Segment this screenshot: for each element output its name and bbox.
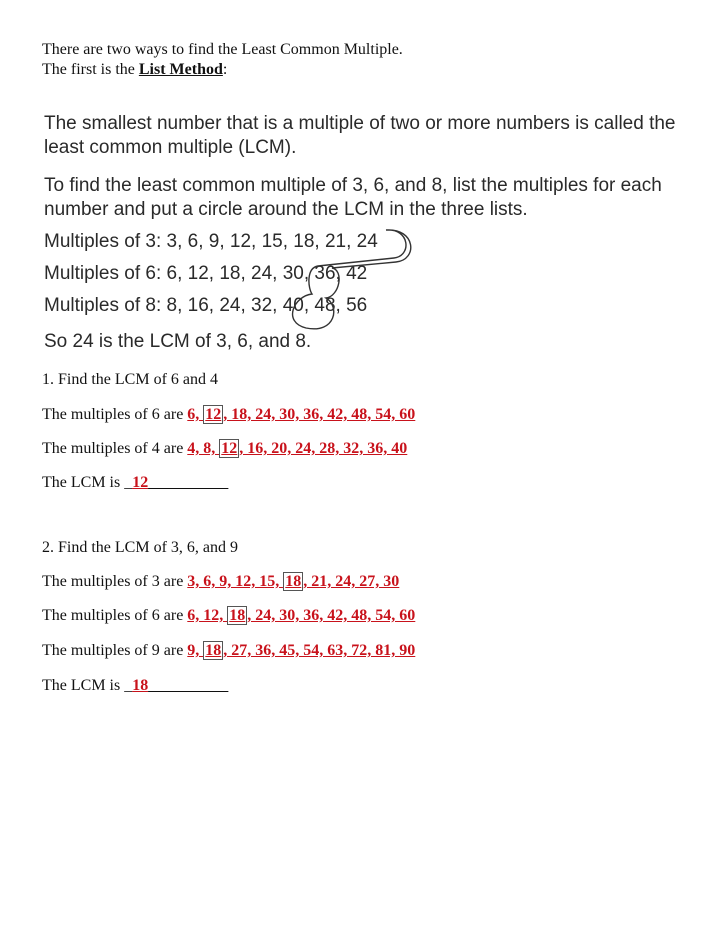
lcm-box: 18 [205,642,222,659]
answer-value: 12 [132,474,149,491]
problem-2-answer: The LCM is _18__________ [42,677,229,694]
lcm-value: 24 [219,295,241,316]
problem-1-multiples-of-4: The multiples of 4 are 4, 8, 12 , 16, 20, 24, 28, 32, 36, 40 [42,440,408,457]
answer-value: 18 [132,677,149,694]
lcm-circle-loop [44,108,694,368]
lcm-box: 18 [285,573,302,590]
lcm-value: 24 [251,263,273,284]
lcm-box: 12 [205,406,222,423]
lcm-instruction: To find the least common multiple of 3, 6, and 8, list the multiples for each number and put a circle around the LCM in the three lists. [44,175,662,220]
problem-2-multiples-of-3: The multiples of 3 are 3, 6, 9, 12, 15, 18 , 21, 24, 27, 30 [42,573,400,590]
problem-1-answer: The LCM is _12__________ [42,474,229,491]
intro-line-1: There are two ways to find the Least Common Multiple. [42,41,403,58]
lcm-definition: The smallest number that is a multiple of two or more numbers is called the least common multiple (LCM). [44,113,676,158]
problem-2-multiples-of-6: The multiples of 6 are 6, 12, 18 , 24, 30, 36, 42, 48, 54, 60 [42,607,416,624]
problem-1-multiples-of-6: The multiples of 6 are 6, 12 , 18, 24, 30, 36, 42, 48, 54, 60 [42,406,416,423]
lcm-conclusion: So 24 is the LCM of 3, 6, and 8. [44,331,312,352]
problem-1-question: 1. Find the LCM of 6 and 4 [42,371,218,388]
multiples-of-6-row: Multiples of 6: 6, 12, 18, 24, 30, 36, 42 [44,263,368,284]
lcm-box: 18 [229,607,246,624]
intro [42,40,403,80]
multiples-of-8-row: Multiples of 8: 8, 16, 24, 32, 40, 48, 56 [44,295,368,316]
lcm-value: 24 [356,231,378,252]
lcm-box: 12 [221,440,238,457]
list-method-term: List Method [138,61,223,78]
intro-line-2: The first is the List Method: [42,61,228,78]
multiples-of-3-row: Multiples of 3: 3, 6, 9, 12, 15, 18, 21, 24 [44,231,378,252]
problem-2-question: 2. Find the LCM of 3, 6, and 9 [42,539,238,556]
problem-2-multiples-of-9: The multiples of 9 are 9, 18 , 27, 36, 45, 54, 63, 72, 81, 90 [42,642,416,659]
